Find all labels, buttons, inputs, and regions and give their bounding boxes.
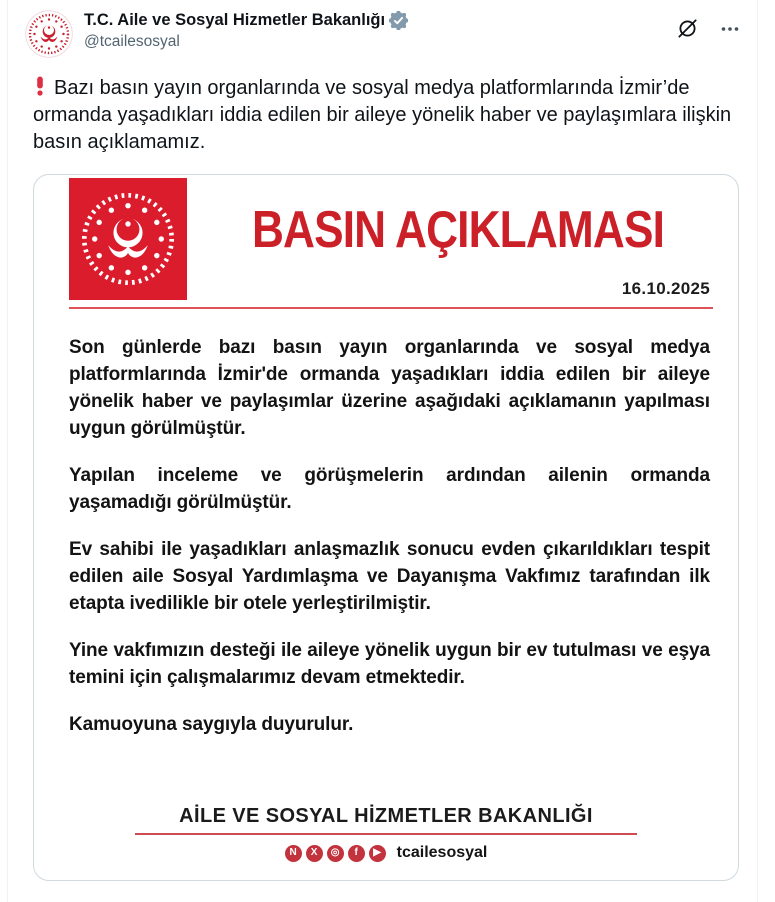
social-row [34,844,738,862]
account-names [84,10,408,51]
paragraph: Son günlerde bazı basın yayın organlarında ve sosyal medya platformlarında İzmir'de ormanda yaşadıkları iddia edilen bir aileye yönelik haber ve paylaşımlar üzerine aşağıdaki açıklamanın yapılması uygun görülmüştür. [69,337,710,439]
tweet-header [8,0,757,58]
tweet-media-image[interactable] [33,174,739,881]
press-release-logo-square [69,178,187,300]
footer-divider [135,833,637,835]
account-handle[interactable]: @tcailesosyal [84,33,180,50]
paragraph: Yapılan inceleme ve görüşmelerin ardından ailenin ormanda yaşamadığı görülmüştür. [69,465,710,513]
verified-badge-icon [389,11,408,30]
tweet-text [8,75,757,156]
press-release-title: BASIN AÇIKLAMASI [251,201,665,259]
ministry-seal-icon [25,10,73,58]
header-actions [676,10,743,40]
instagram-icon: ◎ [327,845,344,862]
press-release-date: 16.10.2025 [621,279,710,298]
facebook-icon: f [348,845,365,862]
x-icon: X [306,845,323,862]
paragraph: Kamuoyuna saygıyla duyurulur. [69,714,354,735]
social-handle: tcailesosyal [396,844,488,861]
more-icon[interactable] [719,18,741,40]
red-exclamation-icon [33,76,47,96]
grok-icon[interactable] [676,17,699,40]
header-divider [69,307,713,309]
paragraph: Yine vakfımızın desteği ile aileye yönelik uygun bir ev tutulması ve eşya temini için çalışmalarımız devam etmektedir. [69,640,710,688]
paragraph: Ev sahibi ile yaşadıkları anlaşmazlık sonucu evden çıkarıldıkları tespit edilen aile Sosyal Yardımlaşma ve Dayanışma Vakfımız tarafından ilk etapta ivedilikle bir otele yerleştirilmiştir. [69,539,710,614]
ministry-name: AİLE VE SOSYAL HİZMETLER BAKANLIĞI [179,805,593,827]
tweet-text-content: Bazı basın yayın organlarında ve sosyal medya platformlarında İzmir’de ormanda yaşadıkları iddia edilen bir aileye yönelik haber ve paylaşımlara ilişkin basın açıklamamız. [33,77,732,153]
press-release [34,175,738,880]
press-release-header [34,175,738,302]
nsosyal-icon: N [285,845,302,862]
press-release-body [69,334,710,738]
ministry-seal-white-icon [76,187,180,291]
account-name[interactable]: T.C. Aile ve Sosyal Hizmetler Bakanlığı [84,11,386,29]
press-release-footer [34,805,738,880]
tweet-column [7,0,758,902]
avatar[interactable] [25,10,73,58]
youtube-icon: ▶ [369,845,386,862]
